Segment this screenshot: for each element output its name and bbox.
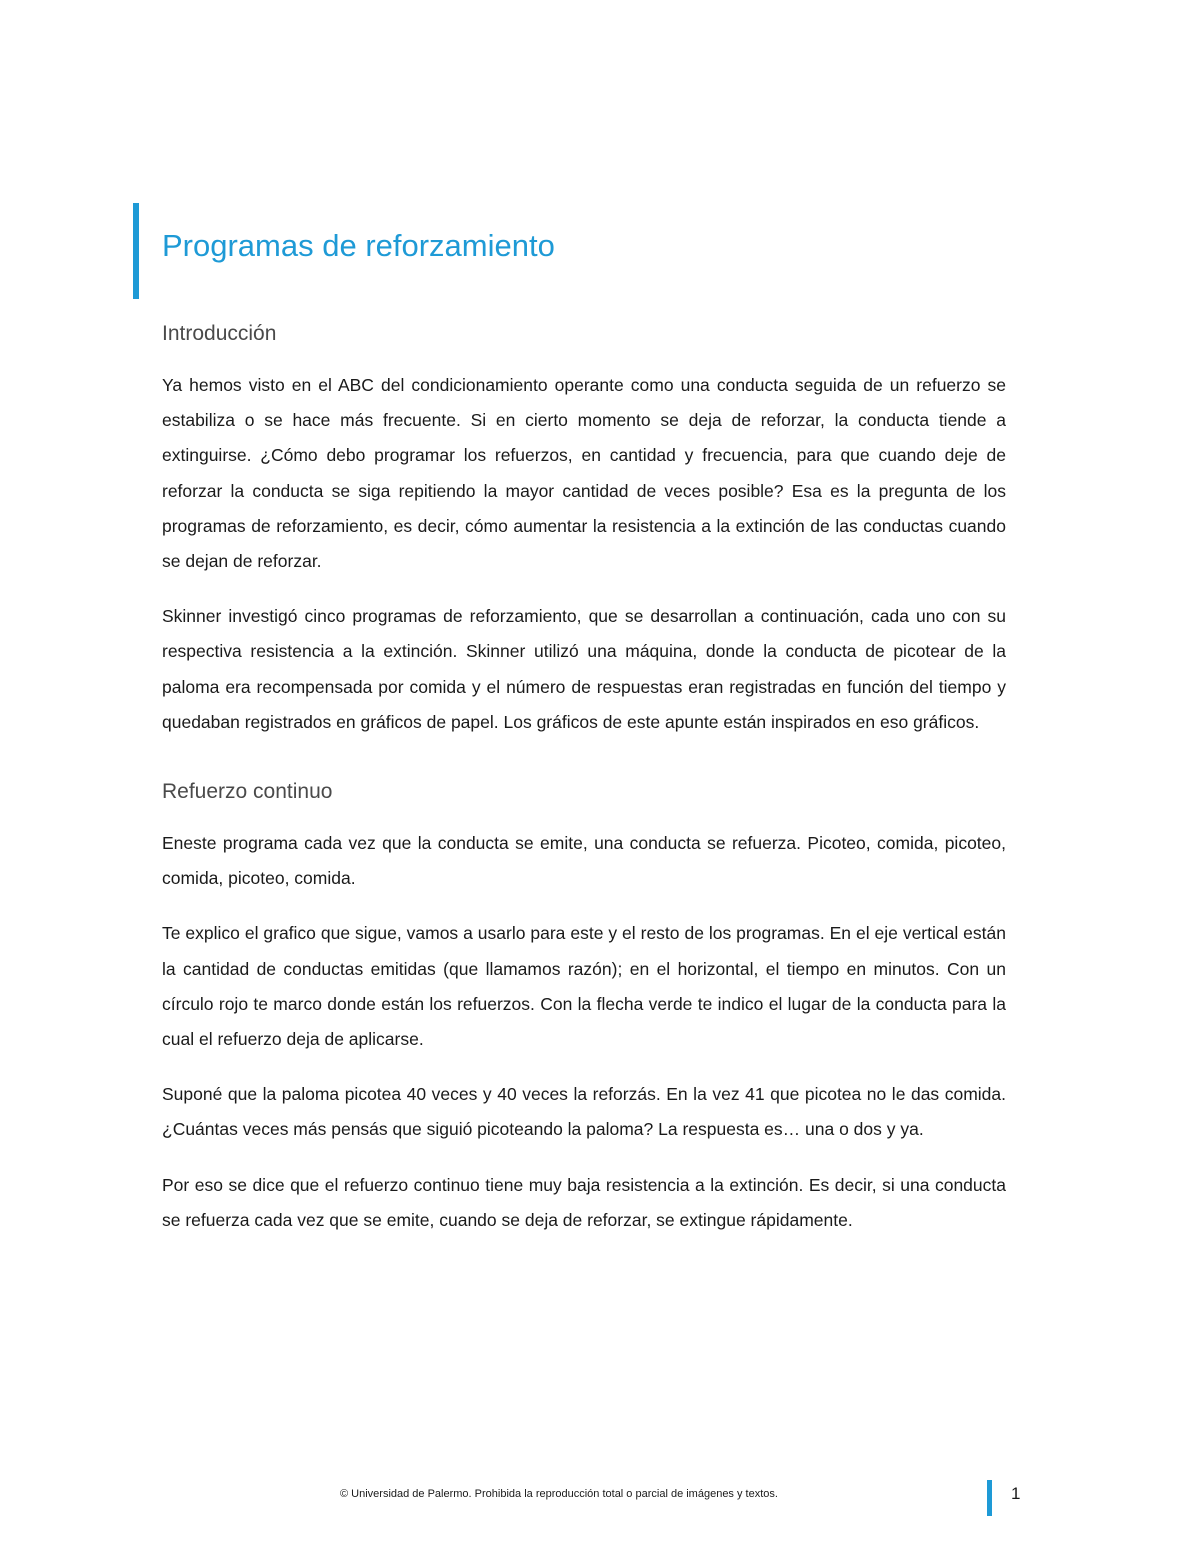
document-body (162, 320, 1006, 1258)
section-heading-refuerzo-continuo: Refuerzo continuo (162, 780, 333, 804)
page-title: Programas de reforzamiento (162, 228, 555, 263)
section-heading-intro: Introducción (162, 322, 277, 345)
intro-paragraph-1: Ya hemos visto en el ABC del condicionamiento operante como una conducta seguida de un refuerzo se estabiliza o se hace más frecuente. Si en cierto momento se deja de reforzar, la conducta tiende a extinguirse. ¿Cómo debo programar los refuerzos, en cantidad y frecuencia, para que cuando deje de reforzar la conducta se siga repitiendo la mayor cantidad de veces posible? Esa es la pregunta de los programas de reforzamiento, es decir, cómo aumentar la resistencia a la extinción de las conductas cuando se dejan de reforzar. (162, 375, 1006, 572)
continuo-paragraph-4: Por eso se dice que el refuerzo continuo tiene muy baja resistencia a la extinción. Es decir, si una conducta se refuerza cada vez que se emite, cuando se deja de reforzar, se extingue rápidamente. (162, 1174, 1006, 1230)
intro-paragraph-2: Skinner investigó cinco programas de reforzamiento, que se desarrollan a continuación, cada uno con su respectiva resistencia a la extinción. Skinner utilizó una máquina, donde la conducta de picotear de la paloma era recompensada por comida y el número de respuestas eran registradas en función del tiempo y quedaban registrados en gráficos de papel. Los gráficos de este apunte están inspirados en eso gráficos. (162, 606, 1006, 732)
footer-copyright: © Universidad de Palermo. Prohibida la reproducción total o parcial de imágenes y textos. (340, 1488, 778, 1500)
continuo-paragraph-2: Te explico el grafico que sigue, vamos a usarlo para este y el resto de los programas. En el eje vertical están la cantidad de conductas emitidas (que llamamos razón); en el horizontal, el tiempo en minutos. Con un círculo rojo te marco donde están los refuerzos. Con la flecha verde te indico el lugar de la conducta para la cual el refuerzo deja de aplicarse. (162, 923, 1006, 1050)
continuo-paragraph-3: Suponé que la paloma picotea 40 veces y 40 veces la reforzás. En la vez 41 que picotea no le das comida. ¿Cuántas veces más pensás que siguió picoteando la paloma? La respuesta es… una o dos y ya. (162, 1084, 1006, 1140)
footer-accent-bar (987, 1480, 992, 1516)
continuo-paragraph-1: Eneste programa cada vez que la conducta se emite, una conducta se refuerza. Picoteo, comida, picoteo, comida, picoteo, comida. (162, 833, 1006, 889)
title-accent-bar (133, 203, 139, 299)
page-number: 1 (1011, 1484, 1021, 1503)
